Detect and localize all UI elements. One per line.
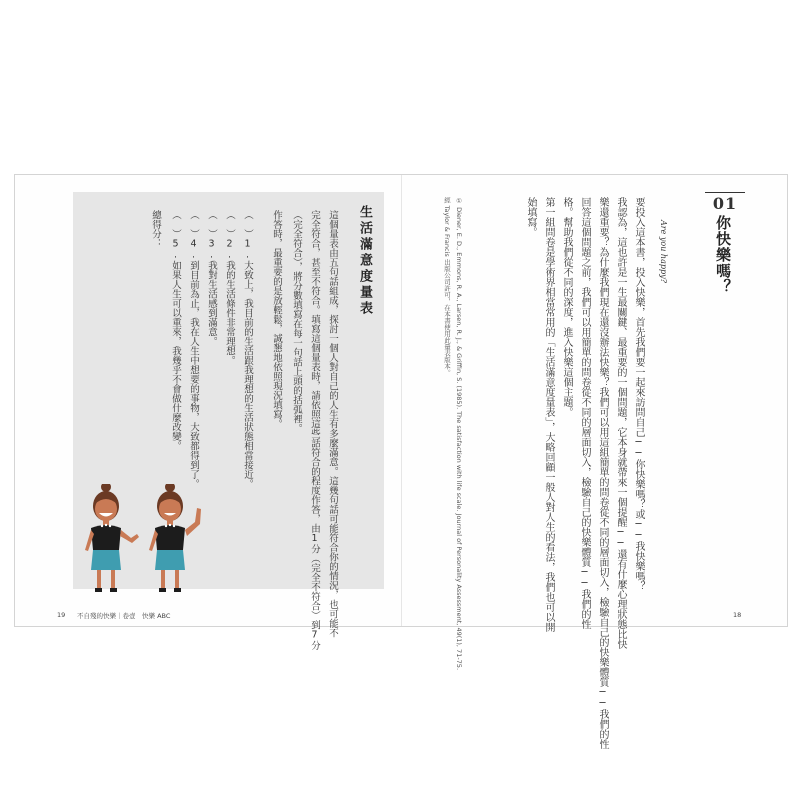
- body-paragraph: 格。幫助我們從不同的深度，進入快樂這個主題。: [561, 197, 572, 417]
- total-score: 總得分：: [150, 210, 161, 248]
- woman-illustration-right: [145, 484, 215, 594]
- scale-item: （ ）5.如果人生可以重來，我幾乎不會做什麼改變。: [170, 210, 181, 451]
- intro-line: （完全符合），將分數填寫在每一句話上頭的括弧裡。: [291, 210, 302, 434]
- body-paragraph: 第一組問卷是學術界相當常用的「生活滿意度量表」，大略回顧一般人對人生的看法，我們也可以開: [543, 197, 554, 632]
- chapter-subtitle: Are you happy?: [659, 220, 668, 283]
- chapter-title: 你快樂嗎？: [714, 215, 732, 295]
- book-spine: [401, 175, 402, 626]
- left-page-number: 19: [57, 611, 66, 619]
- footnote: ① Diener, E. D., Emmons, R. A., Larsen, R. J., & Griffin, S. (1985). The satisfaction with life scale. Journal of Personality Assessment, 49(1), 71-75.: [455, 197, 463, 671]
- body-paragraph: 始填寫。: [525, 197, 536, 237]
- book-spread: [14, 174, 788, 749]
- intro-line: 作答時，最重要的是放輕鬆，誠懇地依照現況填寫。: [271, 210, 282, 429]
- scale-item: （ ）4.到目前為止，我在人生中想要的事物，大致都得到了。: [188, 210, 199, 489]
- scale-item: （ ）3.我對生活感到滿意。: [206, 210, 217, 346]
- intro-line: 這個量表由五句話組成，探討一個人對自己的人生有多麼滿意。這幾句話可能符合你的情況，也可能不: [327, 210, 338, 638]
- body-paragraph: 樂還重要？為什麼我們現在還沒辦法快樂？我們可以用這組簡單的問卷從不同的層面切入，檢驗自己的快樂體質──我們的性: [597, 197, 608, 749]
- intro-line: 完全符合，甚至不符合。填寫這個量表時，請依照這些話符合的程度作答，由1分（完全不符合）到7分: [309, 210, 320, 650]
- scale-item: （ ）1.大致上，我目前的生活跟我理想的生活狀態相當接近。: [242, 210, 253, 489]
- left-running-head: 不自殘的快樂｜卷壹 快樂 ABC: [77, 612, 171, 620]
- woman-illustration-left: [79, 484, 149, 594]
- right-page-number: 18: [733, 611, 742, 619]
- scale-item: （ ）2.我的生活條件非常理想。: [224, 210, 235, 365]
- chapter-number: 01: [705, 192, 745, 213]
- body-paragraph: 我認為，這也許是一生最關鍵、最重要的一個問題，它本身就帶來一個提醒──還有什麼心理狀態比快: [615, 197, 626, 649]
- body-paragraph: 要投入這本書，投入快樂，首先我們要一起來訪問自己──你快樂嗎？或──我快樂嗎？: [633, 197, 644, 591]
- scale-title: 生活滿意度量表: [357, 205, 372, 317]
- footnote-permission: 經 Taylor & Francis 出版公司許可，在本書使用此量表版本。: [443, 197, 451, 376]
- body-paragraph: 回答這個問題之前，我們可以用簡單的問卷從不同的層面切入，檢驗自己的快樂體質──我們的性: [579, 197, 590, 629]
